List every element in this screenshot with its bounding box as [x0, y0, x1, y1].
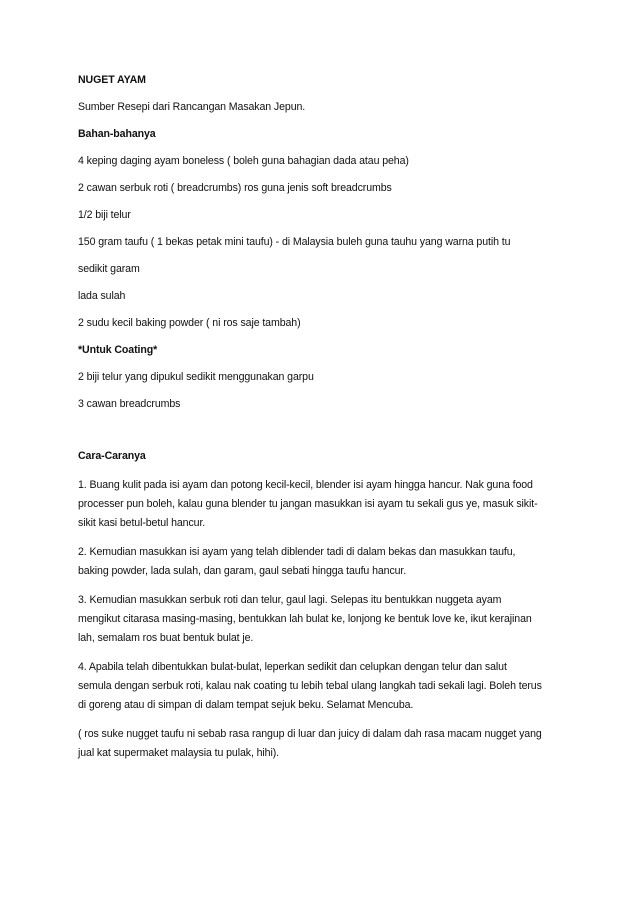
- step-line: baking powder, lada sulah, dan garam, gaul sebati hingga taufu hancur.: [78, 565, 407, 577]
- method-step: [78, 658, 568, 715]
- step-line: processer pun boleh, kalau guna blender tu jangan masukkan isi ayam tu sekali gus ye, masuk sikit-: [78, 498, 538, 510]
- ingredient-item: 1/2 biji telur: [78, 209, 131, 221]
- step-line: 3. Kemudian masukkan serbuk roti dan telur, gaul lagi. Selepas itu bentukkan nuggeta ayam: [78, 594, 502, 606]
- ingredients-heading: Bahan-bahanya: [78, 128, 156, 140]
- step-line: 2. Kemudian masukkan isi ayam yang telah diblender tadi di dalam bekas dan masukkan taufu,: [78, 546, 516, 558]
- method-step: [78, 476, 568, 533]
- coating-item: 3 cawan breadcrumbs: [78, 398, 181, 410]
- step-line: lah, semalam ros buat bentuk bulat je.: [78, 632, 254, 644]
- step-line: 4. Apabila telah dibentukkan bulat-bulat, leperkan sedikit dan celupkan dengan telur dan salut: [78, 661, 507, 673]
- step-line: 1. Buang kulit pada isi ayam dan potong kecil-kecil, blender isi ayam hingga hancur. Nak guna food: [78, 479, 533, 491]
- step-line: jual kat supermaket malaysia tu pulak, hihi).: [78, 747, 279, 759]
- method-step: [78, 543, 568, 581]
- step-line: semula dengan serbuk roti, kalau nak coating tu lebih tebal ulang langkah tadi sekali lagi. Boleh terus: [78, 680, 542, 692]
- recipe-note: [78, 725, 568, 763]
- ingredient-item: 150 gram taufu ( 1 bekas petak mini taufu) - di Malaysia buleh guna tauhu yang warna putih tu: [78, 236, 511, 248]
- document-page: [78, 71, 568, 763]
- method-step: [78, 591, 568, 648]
- ingredient-item: lada sulah: [78, 290, 126, 302]
- coating-item: 2 biji telur yang dipukul sedikit menggunakan garpu: [78, 371, 314, 383]
- step-line: di goreng atau di simpan di dalam tempat sejuk beku. Selamat Mencuba.: [78, 699, 414, 711]
- ingredient-item: 2 sudu kecil baking powder ( ni ros saje tambah): [78, 317, 301, 329]
- recipe-title: NUGET AYAM: [78, 74, 146, 86]
- step-line: mengikut citarasa masing-masing, bentukkan lah bulat ke, lonjong ke bentuk love ke, ikut kerajinan: [78, 613, 532, 625]
- step-line: ( ros suke nugget taufu ni sebab rasa rangup di luar dan juicy di dalam dah rasa macam nugget yang: [78, 728, 542, 740]
- coating-heading: *Untuk Coating*: [78, 344, 158, 356]
- ingredient-item: 2 cawan serbuk roti ( breadcrumbs) ros guna jenis soft breadcrumbs: [78, 182, 392, 194]
- method-heading: Cara-Caranya: [78, 450, 146, 462]
- recipe-source: Sumber Resepi dari Rancangan Masakan Jepun.: [78, 101, 306, 113]
- step-line: sikit kasi betul-betul hancur.: [78, 517, 206, 529]
- ingredient-item: sedikit garam: [78, 263, 140, 275]
- ingredient-item: 4 keping daging ayam boneless ( boleh guna bahagian dada atau peha): [78, 155, 409, 167]
